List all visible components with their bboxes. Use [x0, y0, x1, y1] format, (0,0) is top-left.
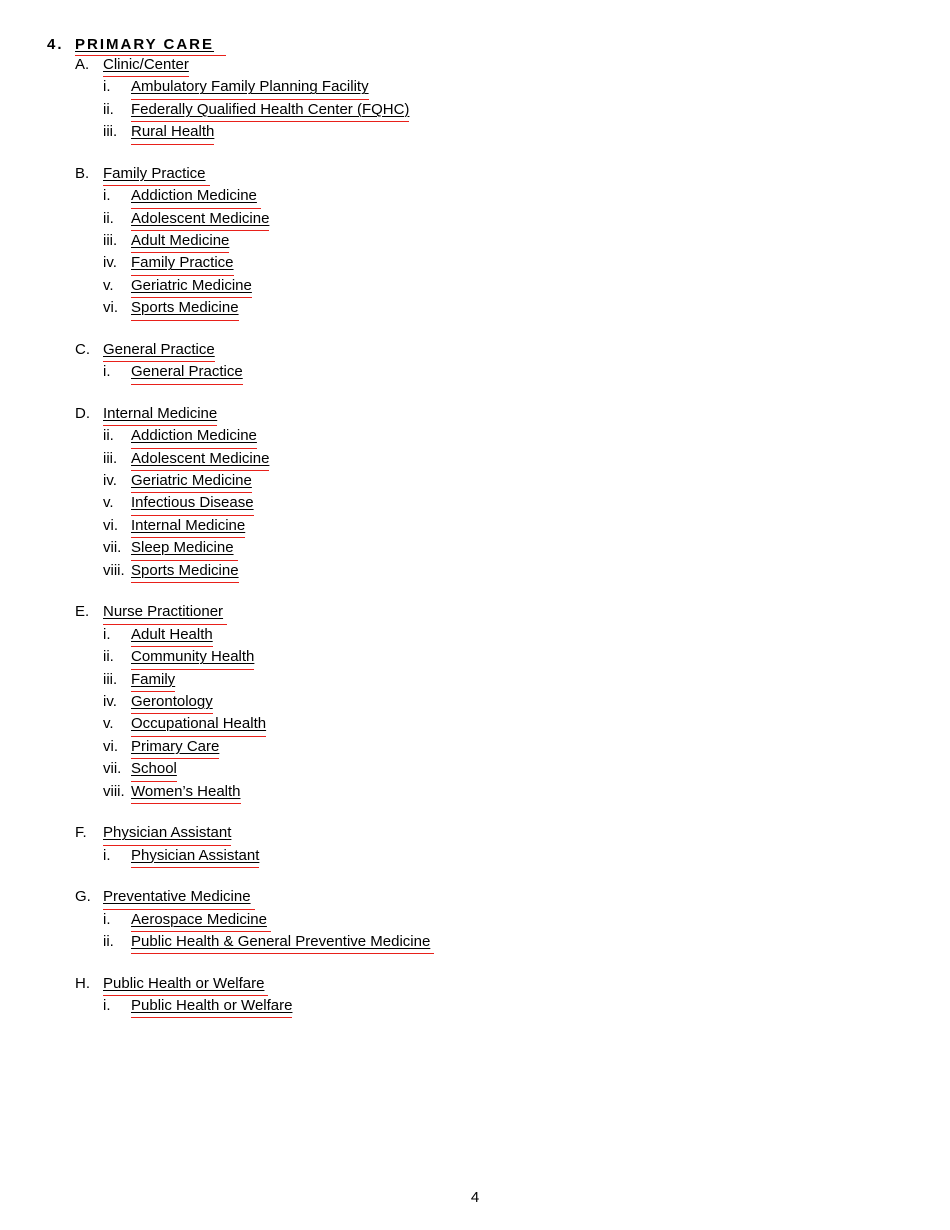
item-marker: iii.	[103, 232, 118, 250]
item-list	[75, 77, 434, 144]
item-label: Adult Medicine	[131, 231, 229, 253]
item-marker: ii.	[103, 648, 114, 666]
item-list	[75, 846, 434, 868]
item-marker: i.	[103, 625, 111, 643]
item-marker: ii.	[103, 427, 114, 445]
item-marker: i.	[103, 910, 111, 928]
heading-number: 4.	[47, 36, 64, 53]
item-label: Primary Care	[131, 737, 219, 759]
section-marker: F.	[75, 824, 87, 842]
list-item	[75, 647, 434, 669]
item-label: Physician Assistant	[131, 846, 259, 868]
item-label: Adult Health	[131, 625, 213, 647]
item-label: Occupational Health	[131, 714, 266, 736]
list-item	[75, 298, 434, 320]
item-marker: ii.	[103, 209, 114, 227]
list-item	[75, 737, 434, 759]
item-marker: iv.	[103, 254, 117, 272]
item-list	[75, 625, 434, 804]
item-label: Public Health or Welfare	[131, 996, 292, 1018]
list-item	[75, 362, 434, 384]
section-marker: C.	[75, 340, 90, 358]
item-list	[75, 426, 434, 583]
item-list	[75, 910, 434, 955]
list-item	[75, 538, 434, 560]
item-list	[75, 362, 434, 384]
section-title: Nurse Practitioner	[103, 602, 227, 624]
item-label: Sleep Medicine	[131, 538, 238, 560]
item-label: Internal Medicine	[131, 516, 245, 538]
outline-section	[75, 404, 434, 583]
outline-section	[75, 823, 434, 868]
item-label: School	[131, 759, 177, 781]
item-list	[75, 996, 434, 1018]
section-title: Preventative Medicine	[103, 887, 255, 909]
section-header	[75, 974, 434, 996]
section-header	[75, 887, 434, 909]
section-heading	[47, 36, 226, 54]
item-label: Adolescent Medicine	[131, 209, 269, 231]
item-label: Geriatric Medicine	[131, 276, 252, 298]
list-item	[75, 493, 434, 515]
section-header	[75, 404, 434, 426]
list-item	[75, 932, 434, 954]
section-title: Internal Medicine	[103, 404, 217, 426]
item-label: Infectious Disease	[131, 493, 254, 515]
list-item	[75, 782, 434, 804]
section-marker: A.	[75, 56, 90, 73]
outline-section	[75, 887, 434, 954]
list-item	[75, 253, 434, 275]
list-item	[75, 670, 434, 692]
section-title: Family Practice	[103, 164, 210, 186]
list-item	[75, 426, 434, 448]
item-marker: iv.	[103, 692, 117, 710]
outline-section	[75, 55, 434, 145]
item-label: General Practice	[131, 362, 243, 384]
item-label: Community Health	[131, 647, 254, 669]
list-item	[75, 996, 434, 1018]
list-item	[75, 77, 434, 99]
item-marker: v.	[103, 715, 114, 733]
item-label: Federally Qualified Health Center (FQHC)	[131, 100, 409, 122]
item-marker: v.	[103, 276, 114, 294]
list-item	[75, 846, 434, 868]
outline-section	[75, 974, 434, 1019]
section-marker: G.	[75, 888, 91, 906]
item-marker: iii.	[103, 123, 118, 141]
section-marker: B.	[75, 164, 90, 182]
outline-list	[75, 55, 434, 1038]
section-title: Clinic/Center	[103, 55, 189, 77]
section-marker: H.	[75, 974, 90, 992]
list-item	[75, 910, 434, 932]
section-title: General Practice	[103, 340, 215, 362]
section-header	[75, 602, 434, 624]
page-number: 4	[470, 1189, 480, 1206]
item-marker: ii.	[103, 100, 114, 118]
item-marker: vii.	[103, 539, 122, 557]
item-marker: iii.	[103, 449, 118, 467]
list-item	[75, 692, 434, 714]
section-header	[75, 164, 434, 186]
outline-section	[75, 340, 434, 385]
item-label: Aerospace Medicine	[131, 910, 271, 932]
item-marker: i.	[103, 996, 111, 1014]
section-marker: D.	[75, 404, 90, 422]
item-marker: i.	[103, 78, 111, 96]
item-label: Sports Medicine	[131, 561, 239, 583]
item-marker: vi.	[103, 737, 118, 755]
outline-section	[75, 602, 434, 804]
list-item	[75, 100, 434, 122]
section-marker: E.	[75, 603, 90, 621]
list-item	[75, 209, 434, 231]
item-marker: vi.	[103, 516, 118, 534]
list-item	[75, 276, 434, 298]
outline-section	[75, 164, 434, 321]
item-label: Addiction Medicine	[131, 186, 261, 208]
list-item	[75, 186, 434, 208]
list-item	[75, 516, 434, 538]
item-label: Gerontology	[131, 692, 213, 714]
section-header	[75, 55, 434, 77]
list-item	[75, 759, 434, 781]
item-label: Family	[131, 670, 175, 692]
item-marker: iv.	[103, 472, 117, 490]
section-header	[75, 823, 434, 845]
item-label: Rural Health	[131, 122, 214, 144]
list-item	[75, 449, 434, 471]
item-label: Adolescent Medicine	[131, 449, 269, 471]
list-item	[75, 122, 434, 144]
item-label: Ambulatory Family Planning Facility	[131, 77, 369, 99]
item-list	[75, 186, 434, 320]
item-label: Sports Medicine	[131, 298, 239, 320]
list-item	[75, 231, 434, 253]
item-marker: iii.	[103, 670, 118, 688]
item-label: Addiction Medicine	[131, 426, 257, 448]
item-marker: i.	[103, 187, 111, 205]
heading-title: PRIMARY CARE	[75, 36, 226, 56]
item-marker: viii.	[103, 782, 125, 800]
item-label: Public Health & General Preventive Medicine	[131, 932, 434, 954]
item-marker: vii.	[103, 760, 122, 778]
item-marker: i.	[103, 363, 111, 381]
section-title: Public Health or Welfare	[103, 974, 268, 996]
item-marker: viii.	[103, 561, 125, 579]
item-label: Geriatric Medicine	[131, 471, 252, 493]
item-marker: i.	[103, 846, 111, 864]
section-title: Physician Assistant	[103, 823, 231, 845]
section-header	[75, 340, 434, 362]
item-marker: ii.	[103, 932, 114, 950]
list-item	[75, 471, 434, 493]
list-item	[75, 714, 434, 736]
item-marker: v.	[103, 494, 114, 512]
list-item	[75, 561, 434, 583]
item-marker: vi.	[103, 299, 118, 317]
list-item	[75, 625, 434, 647]
item-label: Family Practice	[131, 253, 234, 275]
item-label: Women’s Health	[131, 782, 241, 804]
